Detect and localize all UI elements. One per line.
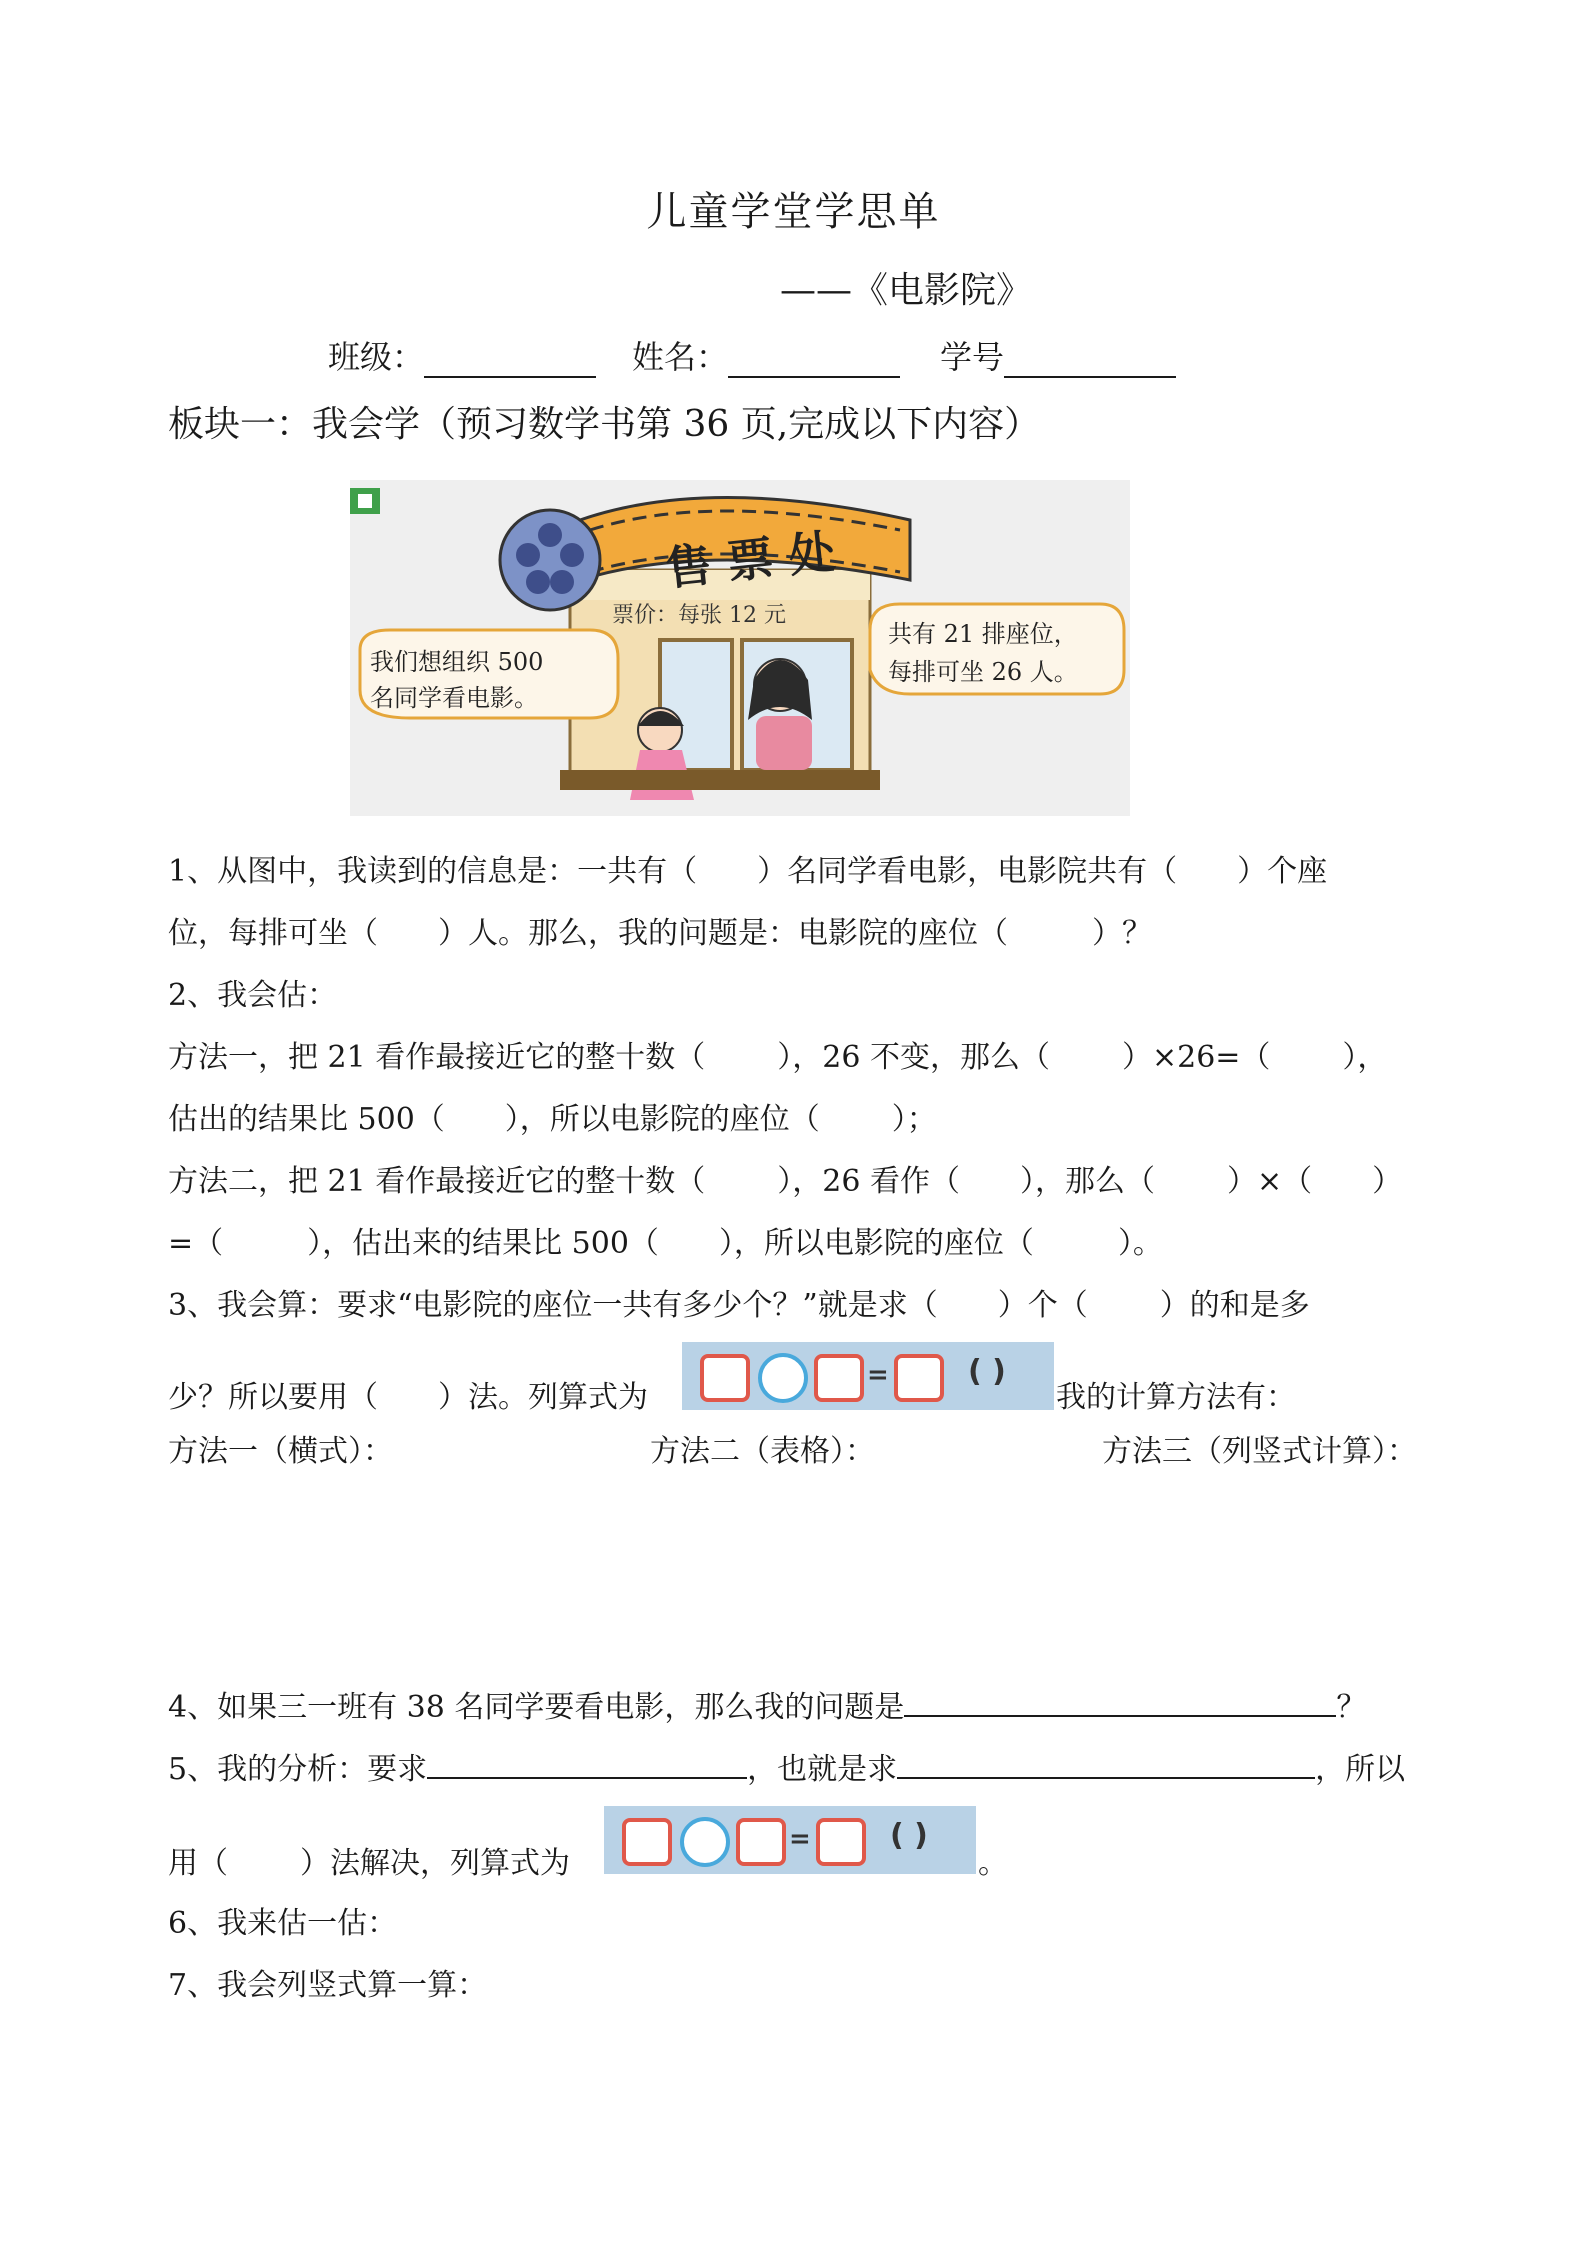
answer-box[interactable]: [700, 1354, 750, 1402]
answer-box[interactable]: [816, 1818, 866, 1866]
q5-text: ）法解决，列算式为: [300, 1846, 570, 1881]
q5-line2: [168, 1838, 570, 1882]
class-label: 班级：: [328, 338, 425, 376]
class-blank[interactable]: [424, 342, 596, 378]
bubble-right-line1: 共有 21 排座位，: [888, 620, 1078, 648]
bubble-left-line2: 名同学看电影。: [370, 684, 538, 712]
q2-text: ），: [1342, 1040, 1388, 1075]
q3-text: ）个（: [997, 1288, 1088, 1323]
q3-text: 3、我会算：要求“电影院的座位一共有多少个？”就是求（: [168, 1288, 938, 1323]
q2-method1-line1: [168, 1032, 1387, 1076]
q4-text: 4、如果三一班有 38 名同学要看电影，那么我的问题是: [168, 1690, 905, 1725]
q3-text: 少？所以要用（: [168, 1380, 378, 1415]
q4-text: ？: [1336, 1690, 1367, 1725]
answer-box[interactable]: [736, 1818, 786, 1866]
answer-box[interactable]: [622, 1818, 672, 1866]
q2-method2-line2: [168, 1218, 1163, 1262]
q1-text: ）个座: [1237, 854, 1328, 889]
q1-text: ）人。那么，我的问题是：电影院的座位（: [438, 916, 1008, 951]
price-text: 票价：每张 12 元: [612, 603, 786, 628]
seller-body: [756, 716, 812, 770]
q3-method1: 方法一（横式）：: [168, 1434, 393, 1469]
q1-text: 1、从图中，我读到的信息是：一共有（: [168, 854, 698, 889]
q2-text: =（: [168, 1226, 224, 1261]
q1-line1: [168, 846, 1327, 890]
ticket-office-illustration: [350, 480, 1130, 816]
q3-text: ）的和是多: [1159, 1288, 1310, 1323]
q2-text: ）×（: [1226, 1164, 1313, 1199]
q6-line: 6、我来估一估：: [168, 1906, 398, 1941]
q2-method2-line1: [168, 1156, 1402, 1200]
q3-line2: [168, 1372, 648, 1416]
q3-method3: 方法三（列竖式计算）：: [1102, 1434, 1417, 1469]
q5-period: 。: [978, 1846, 1008, 1881]
info-id: [940, 332, 1176, 378]
id-label: 学号: [940, 338, 1005, 376]
reel-hole: [516, 543, 540, 567]
q2-text: ）×26=（: [1121, 1040, 1271, 1075]
unit-parentheses[interactable]: ( ): [968, 1354, 1006, 1389]
q5-text: ，也就是求: [747, 1752, 898, 1787]
reel-hole: [526, 570, 550, 594]
equation-template: [682, 1342, 1054, 1410]
operator-circle[interactable]: [758, 1353, 808, 1403]
id-blank[interactable]: [1004, 342, 1176, 378]
q2-text: ），26 不变，那么（: [777, 1040, 1050, 1075]
info-name: [632, 332, 900, 378]
q7-line: 7、我会列竖式算一算：: [168, 1968, 488, 2003]
q5-line1: [168, 1744, 1405, 1788]
q2-text: 估出的结果比 500（: [168, 1102, 445, 1137]
q2-text: ）: [1372, 1164, 1403, 1199]
q2-text: ）。: [1117, 1226, 1163, 1261]
sign-text: 售 票 处: [662, 524, 838, 596]
q2-method1-line2: [168, 1094, 937, 1138]
q5-text: ，所以: [1315, 1752, 1406, 1787]
corner-icon-inner: [358, 494, 372, 508]
operator-circle[interactable]: [680, 1817, 730, 1867]
answer-line[interactable]: [897, 1747, 1315, 1779]
name-label: 姓名：: [632, 338, 729, 376]
answer-line[interactable]: [904, 1685, 1336, 1717]
q2-text: ），所以电影院的座位（: [718, 1226, 1034, 1261]
equation-template: [604, 1806, 976, 1874]
page-subtitle: ——《电影院》: [780, 270, 1033, 311]
q3-methods-intro: 我的计算方法有：: [1056, 1380, 1296, 1415]
name-blank[interactable]: [728, 342, 900, 378]
q5-text: 用（: [168, 1846, 228, 1881]
reel-hole: [550, 570, 574, 594]
q2-text: ），26 看作（: [777, 1164, 960, 1199]
q1-line2: [168, 908, 1152, 952]
q1-text: ）名同学看电影，电影院共有（: [757, 854, 1178, 889]
reel-hole: [560, 543, 584, 567]
q2-heading: 2、我会估：: [168, 978, 338, 1013]
section-heading: 板块一：我会学（预习数学书第 36 页,完成以下内容）: [168, 404, 1041, 445]
info-class: [328, 332, 596, 378]
q3-text: ）法。列算式为: [438, 1380, 648, 1415]
q2-text: 方法二，把 21 看作最接近它的整十数（: [168, 1164, 706, 1199]
q2-text: ）；: [891, 1102, 937, 1137]
answer-line[interactable]: [427, 1747, 747, 1779]
q3-line1: [168, 1280, 1310, 1324]
equals-sign: =: [789, 1824, 811, 1854]
bubble-left-line1: 我们想组织 500: [370, 648, 544, 676]
answer-box[interactable]: [814, 1354, 864, 1402]
q2-text: ），所以电影院的座位（: [504, 1102, 820, 1137]
equals-sign: =: [867, 1360, 889, 1390]
answer-box[interactable]: [894, 1354, 944, 1402]
page-title: 儿童学堂学思单: [646, 189, 941, 235]
counter: [560, 770, 880, 790]
q2-text: ），估出来的结果比 500（: [307, 1226, 659, 1261]
bubble-right-line2: 每排可坐 26 人。: [888, 658, 1078, 686]
q1-text: 位，每排可坐（: [168, 916, 378, 951]
q2-text: ），那么（: [1019, 1164, 1155, 1199]
unit-parentheses[interactable]: ( ): [890, 1818, 928, 1853]
q5-text: 5、我的分析：要求: [168, 1752, 428, 1787]
q2-text: 方法一，把 21 看作最接近它的整十数（: [168, 1040, 706, 1075]
q4-line: [168, 1682, 1366, 1726]
reel-hole: [538, 523, 562, 547]
q3-method2: 方法二（表格）：: [650, 1434, 875, 1469]
q1-text: ）？: [1092, 916, 1152, 951]
